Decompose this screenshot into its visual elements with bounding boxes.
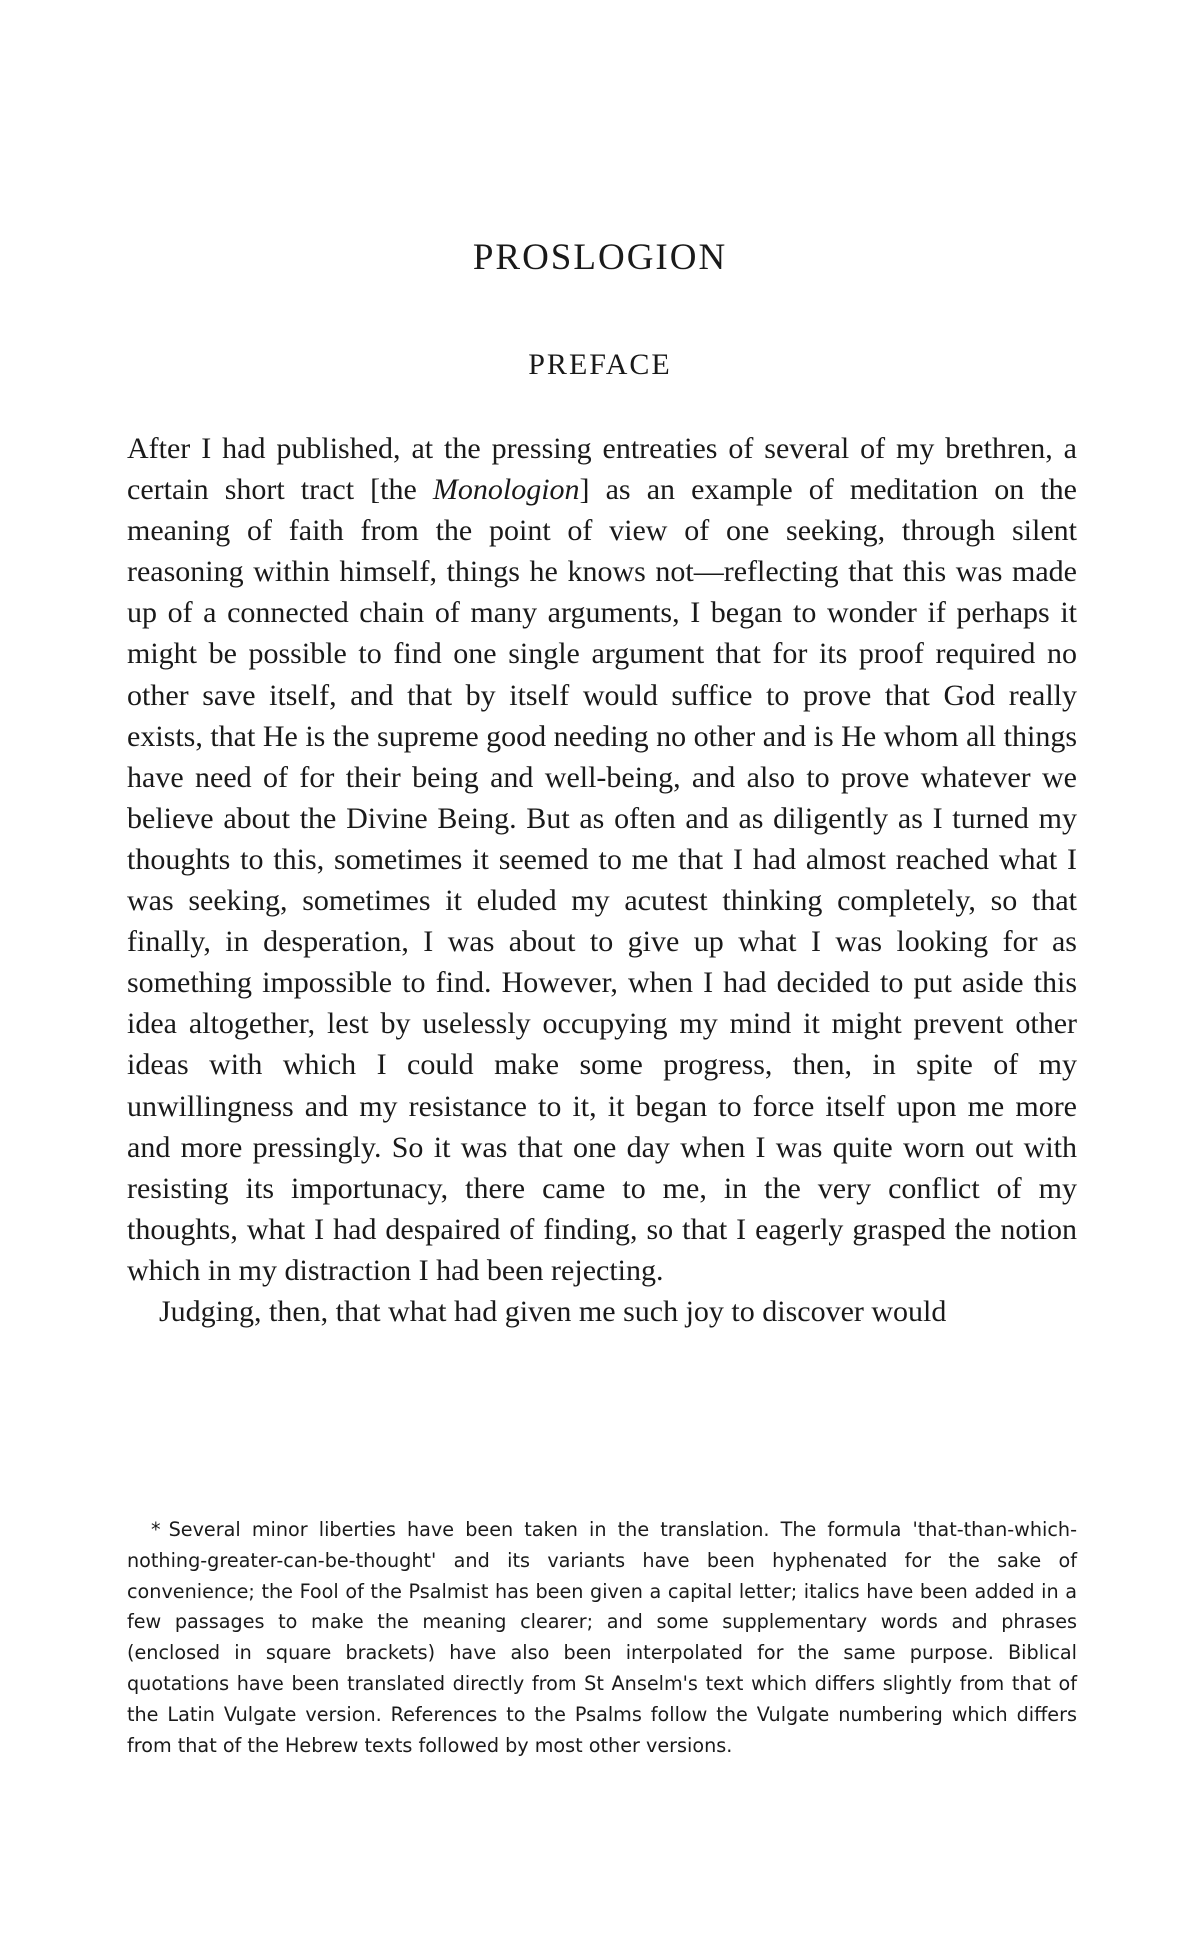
paragraph-2: Judging, then, that what had given me such joy to discover would <box>159 1294 947 1328</box>
footnote-mark: * <box>151 1518 161 1541</box>
paragraph-1-start: After I had published, at the pressing entreaties of several of my brethren, a certain short tract [the <box>127 432 1077 507</box>
body-text <box>127 428 1077 1332</box>
italic-title: Monologion <box>432 473 580 507</box>
paragraph-1 <box>127 428 1077 1291</box>
paragraph-1-rest: ] as an example of meditation on the meaning of faith from the point of view of one seeking, through silent reasoning within himself, things he knows not—reflecting that this was made up of a connected chain of many arguments, I began to wonder if perhaps it might be possible to find one single argument that for its proof required no other save itself, and that by itself would suffice to prove that God really exists, that He is the supreme good needing no other and is He whom all things have need of for their being and well-being, and also to prove whatever we believe about the Divine Being. But as often and as diligently as I turned my thoughts to this, sometimes it seemed to me that I had almost reached what I was seeking, sometimes it eluded my acutest thinking completely, so that finally, in desperation, I was about to give up what I was looking for as something impossible to find. However, when I had decided to put aside this idea altogether, lest by uselessly occupying my mind it might prevent other ideas with which I could make some progress, then, in spite of my unwillingness and my resistance to it, it began to force itself upon me more and more pressingly. So it was that one day when I was quite worn out with resisting its importunacy, there came to me, in the very conflict of my thoughts, what I had despaired of finding, so that I eagerly grasped the notion which in my distraction I had been rejecting. <box>127 473 1077 1287</box>
footnote-text: Several minor liberties have been taken in the translation. The formula 'that-than-which-nothing-greater-can-be-thought' and its variants have been hyphenated for the sake of convenience; the Fool of the Psalmist has been given a capital letter; italics have been added in a few passages to make the meaning clearer; and some supplementary words and phrases (enclosed in square brackets) have also been interpolated for the same purpose. Biblical quotations have been translated directly from St Anselm's text which differs slightly from that of the Latin Vulgate version. References to the Psalms follow the Vulgate numbering which differs from that of the Hebrew texts followed by most other versions. <box>127 1518 1077 1757</box>
section-heading: PREFACE <box>528 348 672 381</box>
footnote <box>127 1515 1077 1761</box>
page-title: PROSLOGION <box>472 237 728 278</box>
